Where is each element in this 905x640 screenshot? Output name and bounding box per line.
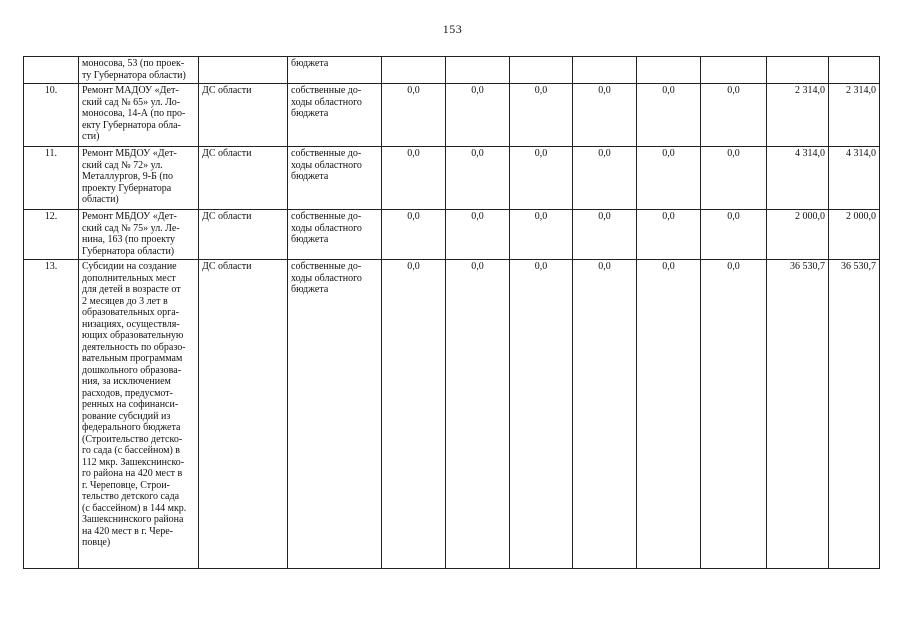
table-row <box>24 210 880 260</box>
value-cell: 0,0 <box>510 210 573 260</box>
table-row <box>24 147 880 210</box>
value-cell: 0,0 <box>446 147 510 210</box>
value-cell: 0,0 <box>382 84 446 147</box>
value-cell: 0,0 <box>573 84 637 147</box>
funding-source: бюджета <box>288 57 382 84</box>
value-cell: 0,0 <box>382 147 446 210</box>
measure-name: Ремонт МБДОУ «Дет- ский сад № 72» ул. Металлургов, 9-Б (по проекту Губернатора области) <box>79 147 199 210</box>
value-cell <box>382 57 446 84</box>
executor: ДС области <box>199 84 288 147</box>
value-cell: 0,0 <box>446 84 510 147</box>
row-number <box>24 57 79 84</box>
measure-name: моносова, 53 (по проек- ту Губернатора области) <box>79 57 199 84</box>
measure-name: Ремонт МАДОУ «Дет- ский сад № 65» ул. Ло- моносова, 14-А (по про- екту Губернатора обла- сти) <box>79 84 199 147</box>
value-cell: 0,0 <box>701 147 767 210</box>
measure-name: Субсидии на создание дополнительных мест для детей в возрасте от 2 месяцев до 3 лет в образовательных орга- низациях, осуществля- ющих образовательную деятельность по образо- вательным программам дошкольного образова- ния, за исключением расходов, предусмот- ренных на софинанси- рование субсидий из федерального бюджета (Строительство детско- го сада (с бассейном) в 112 мкр. Зашекснинско- го района на 420 мест в г. Череповце, Строи- тельство детского сада (с бассейном) в 144 мкр. Зашекснинского района на 420 мест в г. Чере- повце) <box>79 260 199 569</box>
value-cell: 0,0 <box>446 210 510 260</box>
row-number: 11. <box>24 147 79 210</box>
funding-source: собственные до- ходы областного бюджета <box>288 260 382 569</box>
value-cell: 0,0 <box>637 260 701 569</box>
total-cell: 2 314,0 <box>829 84 880 147</box>
total-cell: 4 314,0 <box>829 147 880 210</box>
row-number: 13. <box>24 260 79 569</box>
value-cell: 0,0 <box>510 84 573 147</box>
value-cell <box>701 57 767 84</box>
value-cell: 0,0 <box>701 84 767 147</box>
page-number: 153 <box>442 22 463 36</box>
value-cell: 0,0 <box>382 210 446 260</box>
value-cell: 0,0 <box>701 260 767 569</box>
value-cell: 0,0 <box>637 147 701 210</box>
total-cell: 2 000,0 <box>829 210 880 260</box>
value-cell: 0,0 <box>573 210 637 260</box>
value-cell <box>767 57 829 84</box>
value-cell: 0,0 <box>637 84 701 147</box>
executor: ДС области <box>199 147 288 210</box>
value-cell: 0,0 <box>573 147 637 210</box>
row-number: 10. <box>24 84 79 147</box>
total-cell <box>829 57 880 84</box>
funding-source: собственные до- ходы областного бюджета <box>288 84 382 147</box>
value-cell: 0,0 <box>701 210 767 260</box>
value-cell <box>637 57 701 84</box>
value-cell: 2 314,0 <box>767 84 829 147</box>
budget-table <box>23 56 880 569</box>
executor: ДС области <box>199 260 288 569</box>
value-cell <box>446 57 510 84</box>
value-cell: 2 000,0 <box>767 210 829 260</box>
value-cell: 0,0 <box>510 147 573 210</box>
value-cell: 36 530,7 <box>767 260 829 569</box>
row-number: 12. <box>24 210 79 260</box>
table-row <box>24 84 880 147</box>
value-cell: 0,0 <box>446 260 510 569</box>
measure-name: Ремонт МБДОУ «Дет- ский сад № 75» ул. Ле- нина, 163 (по проекту Губернатора области) <box>79 210 199 260</box>
table-row <box>24 260 880 569</box>
table-row <box>24 57 880 84</box>
executor: ДС области <box>199 210 288 260</box>
value-cell: 0,0 <box>637 210 701 260</box>
total-cell: 36 530,7 <box>829 260 880 569</box>
funding-source: собственные до- ходы областного бюджета <box>288 147 382 210</box>
value-cell: 0,0 <box>382 260 446 569</box>
value-cell <box>510 57 573 84</box>
executor <box>199 57 288 84</box>
value-cell: 0,0 <box>573 260 637 569</box>
value-cell <box>573 57 637 84</box>
value-cell: 4 314,0 <box>767 147 829 210</box>
value-cell: 0,0 <box>510 260 573 569</box>
funding-source: собственные до- ходы областного бюджета <box>288 210 382 260</box>
